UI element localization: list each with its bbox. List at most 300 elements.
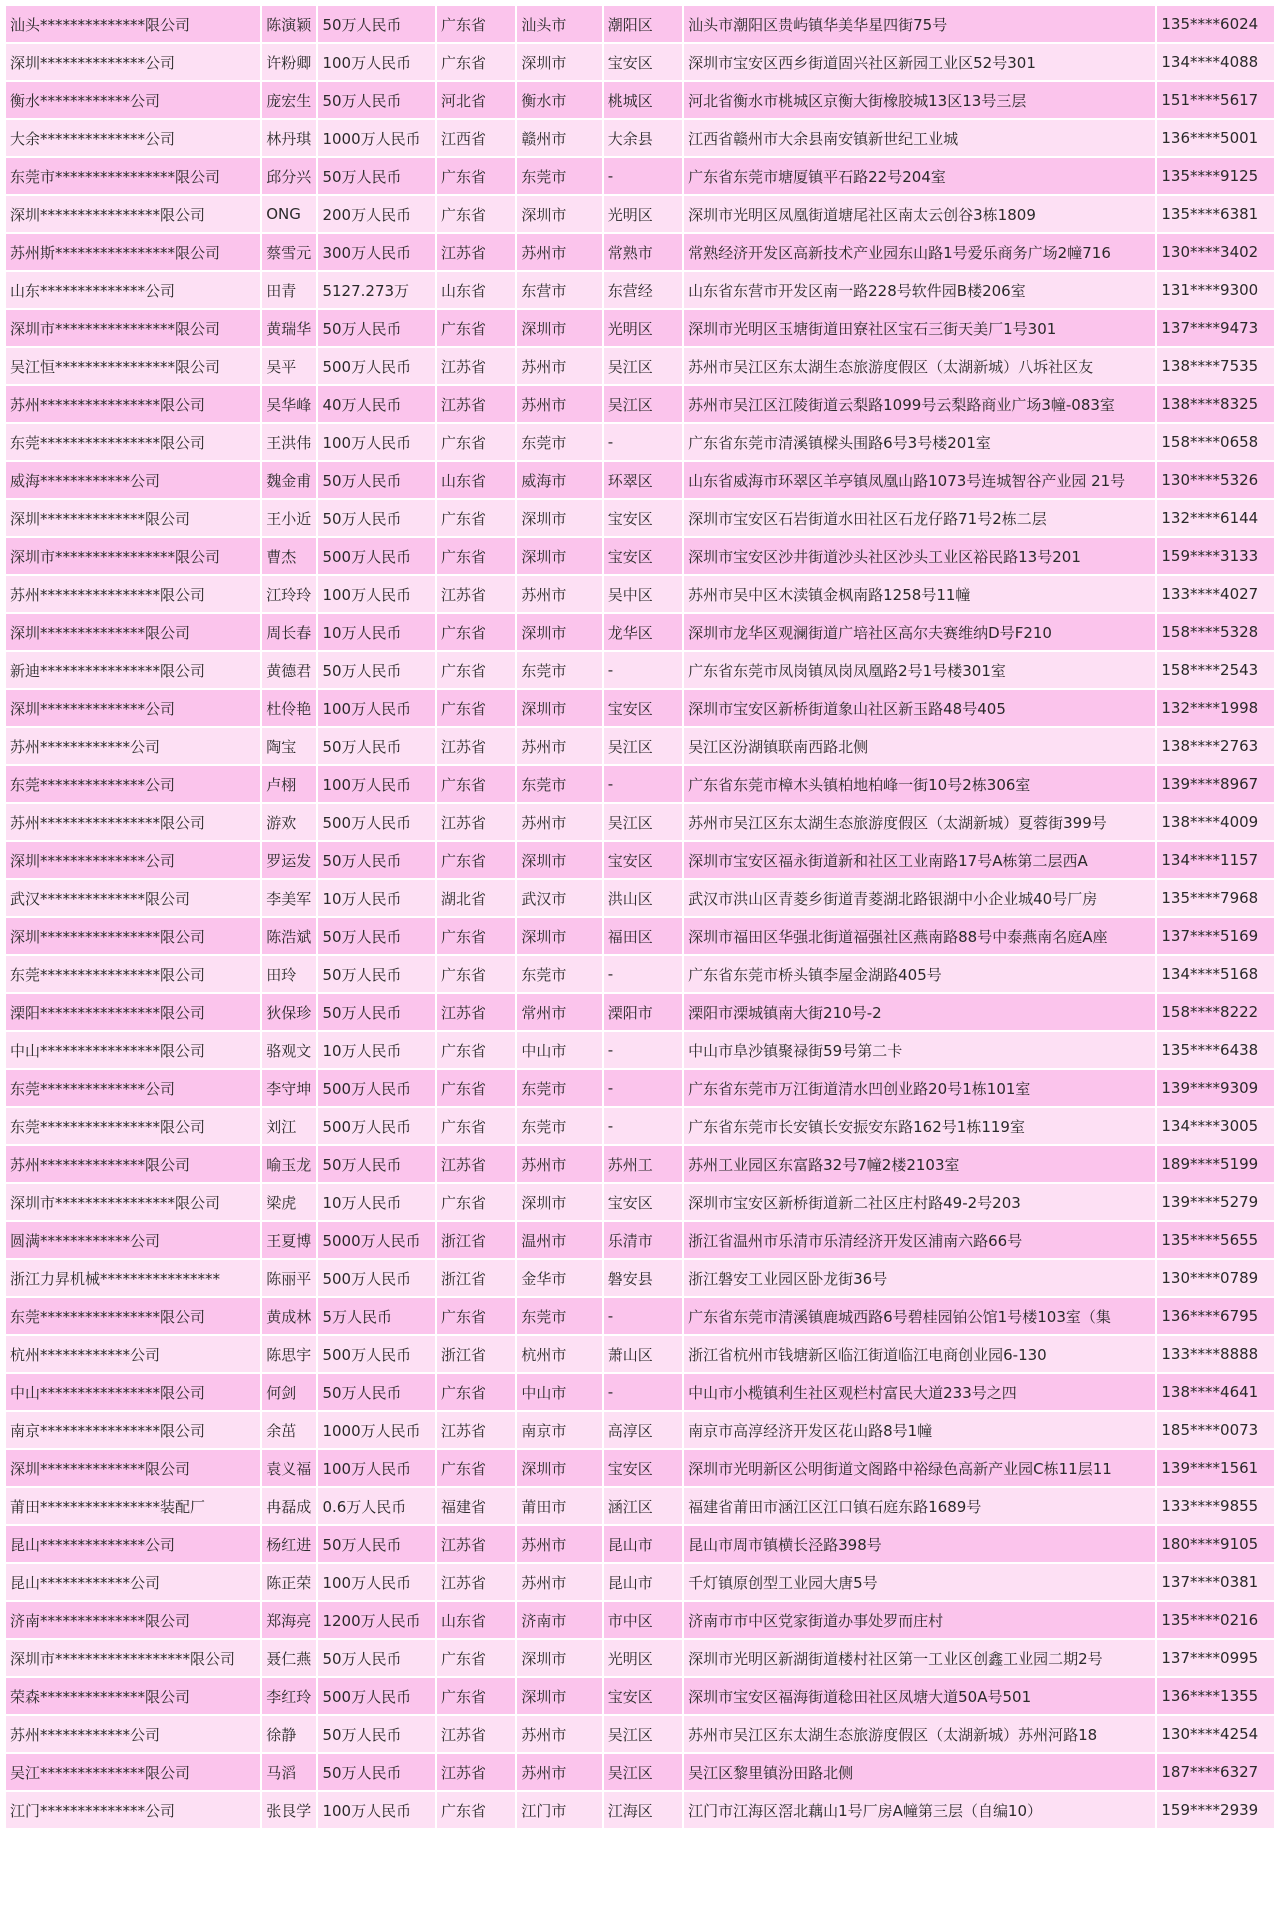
registered-capital-cell: 1000万人民币 bbox=[318, 1412, 435, 1448]
company-name-cell: 苏州****************限公司 bbox=[6, 804, 260, 840]
city-cell: 东莞市 bbox=[517, 766, 601, 802]
phone-cell: 136****5001 bbox=[1157, 120, 1274, 156]
province-cell: 广东省 bbox=[437, 6, 515, 42]
phone-cell: 139****9309 bbox=[1157, 1070, 1274, 1106]
address-cell: 河北省衡水市桃城区京衡大街橡胶城13区13号三层 bbox=[684, 82, 1155, 118]
phone-cell: 159****3133 bbox=[1157, 538, 1274, 574]
company-name-cell: 深圳市****************限公司 bbox=[6, 310, 260, 346]
company-name-cell: 吴江恒****************限公司 bbox=[6, 348, 260, 384]
address-cell: 南京市高淳经济开发区花山路8号1幢 bbox=[684, 1412, 1155, 1448]
registered-capital-cell: 0.6万人民币 bbox=[318, 1488, 435, 1524]
province-cell: 广东省 bbox=[437, 1070, 515, 1106]
table-row bbox=[6, 1146, 1274, 1182]
province-cell: 浙江省 bbox=[437, 1222, 515, 1258]
phone-cell: 151****5617 bbox=[1157, 82, 1274, 118]
city-cell: 深圳市 bbox=[517, 500, 601, 536]
registered-capital-cell: 500万人民币 bbox=[318, 1070, 435, 1106]
district-cell: 昆山市 bbox=[604, 1526, 682, 1562]
table-row bbox=[6, 1108, 1274, 1144]
district-cell: 吴江区 bbox=[604, 1754, 682, 1790]
company-name-cell: 深圳**************公司 bbox=[6, 690, 260, 726]
table-row bbox=[6, 1032, 1274, 1068]
province-cell: 广东省 bbox=[437, 158, 515, 194]
contact-name-cell: 何剑 bbox=[262, 1374, 316, 1410]
phone-cell: 137****0381 bbox=[1157, 1564, 1274, 1600]
district-cell: - bbox=[604, 424, 682, 460]
district-cell: 吴江区 bbox=[604, 386, 682, 422]
company-name-cell: 深圳**************公司 bbox=[6, 842, 260, 878]
city-cell: 济南市 bbox=[517, 1602, 601, 1638]
registered-capital-cell: 50万人民币 bbox=[318, 1374, 435, 1410]
district-cell: - bbox=[604, 1032, 682, 1068]
district-cell: 吴江区 bbox=[604, 728, 682, 764]
phone-cell: 130****0789 bbox=[1157, 1260, 1274, 1296]
company-name-cell: 大余**************公司 bbox=[6, 120, 260, 156]
registered-capital-cell: 50万人民币 bbox=[318, 1640, 435, 1676]
table-row bbox=[6, 1374, 1274, 1410]
registered-capital-cell: 100万人民币 bbox=[318, 766, 435, 802]
district-cell: 光明区 bbox=[604, 196, 682, 232]
address-cell: 广东省东莞市长安镇长安振安东路162号1栋119室 bbox=[684, 1108, 1155, 1144]
phone-cell: 137****0995 bbox=[1157, 1640, 1274, 1676]
district-cell: 涵江区 bbox=[604, 1488, 682, 1524]
address-cell: 广东省东莞市凤岗镇凤岗凤凰路2号1号楼301室 bbox=[684, 652, 1155, 688]
company-name-cell: 深圳****************限公司 bbox=[6, 918, 260, 954]
registered-capital-cell: 100万人民币 bbox=[318, 424, 435, 460]
phone-cell: 133****8888 bbox=[1157, 1336, 1274, 1372]
contact-name-cell: 郑海亮 bbox=[262, 1602, 316, 1638]
district-cell: 吴江区 bbox=[604, 804, 682, 840]
district-cell: 龙华区 bbox=[604, 614, 682, 650]
province-cell: 广东省 bbox=[437, 1374, 515, 1410]
company-name-cell: 中山****************限公司 bbox=[6, 1374, 260, 1410]
company-name-cell: 深圳市******************限公司 bbox=[6, 1640, 260, 1676]
contact-name-cell: 田玲 bbox=[262, 956, 316, 992]
province-cell: 广东省 bbox=[437, 44, 515, 80]
table-row bbox=[6, 1754, 1274, 1790]
address-cell: 深圳市光明新区公明街道文阁路中裕绿色高新产业园C栋11层11 bbox=[684, 1450, 1155, 1486]
district-cell: 宝安区 bbox=[604, 538, 682, 574]
address-cell: 深圳市宝安区西乡街道固兴社区新园工业区52号301 bbox=[684, 44, 1155, 80]
city-cell: 东莞市 bbox=[517, 158, 601, 194]
province-cell: 江苏省 bbox=[437, 348, 515, 384]
district-cell: 乐清市 bbox=[604, 1222, 682, 1258]
address-cell: 福建省莆田市涵江区江口镇石庭东路1689号 bbox=[684, 1488, 1155, 1524]
phone-cell: 138****4641 bbox=[1157, 1374, 1274, 1410]
province-cell: 浙江省 bbox=[437, 1336, 515, 1372]
province-cell: 山东省 bbox=[437, 1602, 515, 1638]
registered-capital-cell: 50万人民币 bbox=[318, 918, 435, 954]
phone-cell: 132****6144 bbox=[1157, 500, 1274, 536]
registered-capital-cell: 50万人民币 bbox=[318, 994, 435, 1030]
city-cell: 苏州市 bbox=[517, 234, 601, 270]
city-cell: 深圳市 bbox=[517, 44, 601, 80]
province-cell: 江西省 bbox=[437, 120, 515, 156]
company-name-cell: 深圳**************公司 bbox=[6, 44, 260, 80]
contact-name-cell: 游欢 bbox=[262, 804, 316, 840]
table-row bbox=[6, 538, 1274, 574]
address-cell: 山东省威海市环翠区羊亭镇凤凰山路1073号连城智谷产业园 21号 bbox=[684, 462, 1155, 498]
company-name-cell: 圆满************公司 bbox=[6, 1222, 260, 1258]
table-row bbox=[6, 120, 1274, 156]
table-row bbox=[6, 1260, 1274, 1296]
city-cell: 苏州市 bbox=[517, 348, 601, 384]
city-cell: 温州市 bbox=[517, 1222, 601, 1258]
district-cell: 江海区 bbox=[604, 1792, 682, 1828]
address-cell: 深圳市宝安区新桥街道新二社区庄村路49-2号203 bbox=[684, 1184, 1155, 1220]
company-name-cell: 汕头**************限公司 bbox=[6, 6, 260, 42]
city-cell: 东莞市 bbox=[517, 1108, 601, 1144]
company-name-cell: 苏州****************限公司 bbox=[6, 576, 260, 612]
district-cell: 萧山区 bbox=[604, 1336, 682, 1372]
registered-capital-cell: 50万人民币 bbox=[318, 158, 435, 194]
province-cell: 江苏省 bbox=[437, 386, 515, 422]
district-cell: 吴江区 bbox=[604, 348, 682, 384]
company-name-cell: 东莞****************限公司 bbox=[6, 424, 260, 460]
contact-name-cell: 杨红进 bbox=[262, 1526, 316, 1562]
district-cell: 常熟市 bbox=[604, 234, 682, 270]
company-name-cell: 苏州斯****************限公司 bbox=[6, 234, 260, 270]
city-cell: 威海市 bbox=[517, 462, 601, 498]
address-cell: 汕头市潮阳区贵屿镇华美华星四街75号 bbox=[684, 6, 1155, 42]
table-row bbox=[6, 842, 1274, 878]
district-cell: - bbox=[604, 158, 682, 194]
table-row bbox=[6, 652, 1274, 688]
table-row bbox=[6, 1716, 1274, 1752]
registered-capital-cell: 50万人民币 bbox=[318, 1146, 435, 1182]
address-cell: 深圳市宝安区福永街道新和社区工业南路17号A栋第二层西A bbox=[684, 842, 1155, 878]
district-cell: 宝安区 bbox=[604, 842, 682, 878]
province-cell: 江苏省 bbox=[437, 1564, 515, 1600]
phone-cell: 137****9473 bbox=[1157, 310, 1274, 346]
phone-cell: 139****5279 bbox=[1157, 1184, 1274, 1220]
registered-capital-cell: 50万人民币 bbox=[318, 310, 435, 346]
address-cell: 苏州工业园区东富路32号7幢2楼2103室 bbox=[684, 1146, 1155, 1182]
city-cell: 苏州市 bbox=[517, 804, 601, 840]
table-row bbox=[6, 804, 1274, 840]
province-cell: 江苏省 bbox=[437, 234, 515, 270]
registered-capital-cell: 500万人民币 bbox=[318, 1108, 435, 1144]
phone-cell: 133****4027 bbox=[1157, 576, 1274, 612]
district-cell: 吴江区 bbox=[604, 1716, 682, 1752]
city-cell: 东莞市 bbox=[517, 1070, 601, 1106]
phone-cell: 130****3402 bbox=[1157, 234, 1274, 270]
table-row bbox=[6, 1564, 1274, 1600]
district-cell: 福田区 bbox=[604, 918, 682, 954]
address-cell: 溧阳市溧城镇南大街210号-2 bbox=[684, 994, 1155, 1030]
table-row bbox=[6, 766, 1274, 802]
phone-cell: 131****9300 bbox=[1157, 272, 1274, 308]
registered-capital-cell: 5127.273万 bbox=[318, 272, 435, 308]
district-cell: 磐安县 bbox=[604, 1260, 682, 1296]
district-cell: - bbox=[604, 956, 682, 992]
city-cell: 中山市 bbox=[517, 1374, 601, 1410]
district-cell: 大余县 bbox=[604, 120, 682, 156]
registered-capital-cell: 50万人民币 bbox=[318, 1716, 435, 1752]
district-cell: 苏州工 bbox=[604, 1146, 682, 1182]
table-row bbox=[6, 424, 1274, 460]
company-name-cell: 苏州************公司 bbox=[6, 1716, 260, 1752]
address-cell: 深圳市宝安区石岩街道水田社区石龙仔路71号2栋二层 bbox=[684, 500, 1155, 536]
province-cell: 广东省 bbox=[437, 918, 515, 954]
registered-capital-cell: 100万人民币 bbox=[318, 576, 435, 612]
phone-cell: 130****4254 bbox=[1157, 1716, 1274, 1752]
city-cell: 深圳市 bbox=[517, 538, 601, 574]
province-cell: 广东省 bbox=[437, 1450, 515, 1486]
address-cell: 江门市江海区滘北藕山1号厂房A幢第三层（自编10） bbox=[684, 1792, 1155, 1828]
phone-cell: 159****2939 bbox=[1157, 1792, 1274, 1828]
address-cell: 广东省东莞市塘厦镇平石路22号204室 bbox=[684, 158, 1155, 194]
province-cell: 湖北省 bbox=[437, 880, 515, 916]
company-table bbox=[4, 4, 1276, 1830]
city-cell: 深圳市 bbox=[517, 310, 601, 346]
province-cell: 河北省 bbox=[437, 82, 515, 118]
phone-cell: 138****8325 bbox=[1157, 386, 1274, 422]
city-cell: 杭州市 bbox=[517, 1336, 601, 1372]
contact-name-cell: 吴华峰 bbox=[262, 386, 316, 422]
contact-name-cell: 陶宝 bbox=[262, 728, 316, 764]
phone-cell: 139****1561 bbox=[1157, 1450, 1274, 1486]
company-name-cell: 东莞****************限公司 bbox=[6, 1298, 260, 1334]
registered-capital-cell: 100万人民币 bbox=[318, 1450, 435, 1486]
contact-name-cell: 陈正荣 bbox=[262, 1564, 316, 1600]
registered-capital-cell: 500万人民币 bbox=[318, 538, 435, 574]
registered-capital-cell: 1000万人民币 bbox=[318, 120, 435, 156]
district-cell: 高淳区 bbox=[604, 1412, 682, 1448]
phone-cell: 130****5326 bbox=[1157, 462, 1274, 498]
province-cell: 福建省 bbox=[437, 1488, 515, 1524]
address-cell: 苏州市吴江区东太湖生态旅游度假区（太湖新城）八坼社区友 bbox=[684, 348, 1155, 384]
company-name-cell: 深圳****************限公司 bbox=[6, 196, 260, 232]
district-cell: 潮阳区 bbox=[604, 6, 682, 42]
district-cell: - bbox=[604, 1070, 682, 1106]
city-cell: 东莞市 bbox=[517, 956, 601, 992]
district-cell: 环翠区 bbox=[604, 462, 682, 498]
city-cell: 深圳市 bbox=[517, 614, 601, 650]
company-name-cell: 东莞****************限公司 bbox=[6, 1108, 260, 1144]
address-cell: 浙江磐安工业园区卧龙街36号 bbox=[684, 1260, 1155, 1296]
contact-name-cell: 曹杰 bbox=[262, 538, 316, 574]
table-row bbox=[6, 690, 1274, 726]
contact-name-cell: 王洪伟 bbox=[262, 424, 316, 460]
company-name-cell: 新迪****************限公司 bbox=[6, 652, 260, 688]
city-cell: 东营市 bbox=[517, 272, 601, 308]
table-row bbox=[6, 614, 1274, 650]
address-cell: 广东省东莞市万江街道清水凹创业路20号1栋101室 bbox=[684, 1070, 1155, 1106]
company-name-cell: 苏州****************限公司 bbox=[6, 386, 260, 422]
phone-cell: 158****5328 bbox=[1157, 614, 1274, 650]
contact-name-cell: 梁虎 bbox=[262, 1184, 316, 1220]
company-name-cell: 东莞**************公司 bbox=[6, 1070, 260, 1106]
contact-name-cell: 江玲玲 bbox=[262, 576, 316, 612]
contact-name-cell: 王小近 bbox=[262, 500, 316, 536]
company-records-sheet bbox=[4, 4, 1276, 1830]
phone-cell: 133****9855 bbox=[1157, 1488, 1274, 1524]
registered-capital-cell: 1200万人民币 bbox=[318, 1602, 435, 1638]
table-row bbox=[6, 158, 1274, 194]
province-cell: 江苏省 bbox=[437, 1146, 515, 1182]
table-row bbox=[6, 1184, 1274, 1220]
address-cell: 中山市阜沙镇聚禄街59号第二卡 bbox=[684, 1032, 1155, 1068]
phone-cell: 135****6381 bbox=[1157, 196, 1274, 232]
province-cell: 广东省 bbox=[437, 766, 515, 802]
district-cell: - bbox=[604, 766, 682, 802]
city-cell: 深圳市 bbox=[517, 1678, 601, 1714]
contact-name-cell: 陈思宇 bbox=[262, 1336, 316, 1372]
province-cell: 山东省 bbox=[437, 462, 515, 498]
address-cell: 苏州市吴江区东太湖生态旅游度假区（太湖新城）苏州河路18 bbox=[684, 1716, 1155, 1752]
address-cell: 常熟经济开发区高新技术产业园东山路1号爱乐商务广场2幢716 bbox=[684, 234, 1155, 270]
registered-capital-cell: 50万人民币 bbox=[318, 500, 435, 536]
registered-capital-cell: 10万人民币 bbox=[318, 880, 435, 916]
table-row bbox=[6, 1526, 1274, 1562]
address-cell: 苏州市吴中区木渎镇金枫南路1258号11幢 bbox=[684, 576, 1155, 612]
district-cell: 昆山市 bbox=[604, 1564, 682, 1600]
company-name-cell: 荣森**************限公司 bbox=[6, 1678, 260, 1714]
phone-cell: 134****1157 bbox=[1157, 842, 1274, 878]
address-cell: 深圳市宝安区沙井街道沙头社区沙头工业区裕民路13号201 bbox=[684, 538, 1155, 574]
contact-name-cell: 许粉卿 bbox=[262, 44, 316, 80]
city-cell: 南京市 bbox=[517, 1412, 601, 1448]
address-cell: 吴江区黎里镇汾田路北侧 bbox=[684, 1754, 1155, 1790]
company-table-body bbox=[6, 6, 1274, 1828]
table-row bbox=[6, 1602, 1274, 1638]
contact-name-cell: 黄德君 bbox=[262, 652, 316, 688]
district-cell: 东营经 bbox=[604, 272, 682, 308]
district-cell: - bbox=[604, 652, 682, 688]
province-cell: 广东省 bbox=[437, 424, 515, 460]
city-cell: 苏州市 bbox=[517, 386, 601, 422]
contact-name-cell: 蔡雪元 bbox=[262, 234, 316, 270]
address-cell: 深圳市宝安区新桥街道象山社区新玉路48号405 bbox=[684, 690, 1155, 726]
registered-capital-cell: 300万人民币 bbox=[318, 234, 435, 270]
table-row bbox=[6, 44, 1274, 80]
phone-cell: 135****7968 bbox=[1157, 880, 1274, 916]
registered-capital-cell: 50万人民币 bbox=[318, 842, 435, 878]
city-cell: 武汉市 bbox=[517, 880, 601, 916]
province-cell: 江苏省 bbox=[437, 1754, 515, 1790]
contact-name-cell: 徐静 bbox=[262, 1716, 316, 1752]
province-cell: 广东省 bbox=[437, 310, 515, 346]
phone-cell: 158****2543 bbox=[1157, 652, 1274, 688]
registered-capital-cell: 40万人民币 bbox=[318, 386, 435, 422]
company-name-cell: 南京****************限公司 bbox=[6, 1412, 260, 1448]
registered-capital-cell: 10万人民币 bbox=[318, 1184, 435, 1220]
registered-capital-cell: 50万人民币 bbox=[318, 1526, 435, 1562]
address-cell: 济南市市中区党家街道办事处罗而庄村 bbox=[684, 1602, 1155, 1638]
registered-capital-cell: 500万人民币 bbox=[318, 1260, 435, 1296]
registered-capital-cell: 5万人民币 bbox=[318, 1298, 435, 1334]
province-cell: 广东省 bbox=[437, 1792, 515, 1828]
table-row bbox=[6, 1678, 1274, 1714]
company-name-cell: 苏州**************限公司 bbox=[6, 1146, 260, 1182]
phone-cell: 189****5199 bbox=[1157, 1146, 1274, 1182]
table-row bbox=[6, 6, 1274, 42]
contact-name-cell: 骆观文 bbox=[262, 1032, 316, 1068]
district-cell: 溧阳市 bbox=[604, 994, 682, 1030]
phone-cell: 180****9105 bbox=[1157, 1526, 1274, 1562]
table-row bbox=[6, 386, 1274, 422]
district-cell: 宝安区 bbox=[604, 1450, 682, 1486]
city-cell: 金华市 bbox=[517, 1260, 601, 1296]
city-cell: 赣州市 bbox=[517, 120, 601, 156]
phone-cell: 185****0073 bbox=[1157, 1412, 1274, 1448]
contact-name-cell: 李美军 bbox=[262, 880, 316, 916]
district-cell: 光明区 bbox=[604, 310, 682, 346]
city-cell: 苏州市 bbox=[517, 576, 601, 612]
city-cell: 苏州市 bbox=[517, 1146, 601, 1182]
province-cell: 广东省 bbox=[437, 1108, 515, 1144]
table-row bbox=[6, 1222, 1274, 1258]
district-cell: - bbox=[604, 1374, 682, 1410]
phone-cell: 135****0216 bbox=[1157, 1602, 1274, 1638]
address-cell: 山东省东营市开发区南一路228号软件园B楼206室 bbox=[684, 272, 1155, 308]
address-cell: 深圳市福田区华强北街道福强社区燕南路88号中泰燕南名庭A座 bbox=[684, 918, 1155, 954]
registered-capital-cell: 100万人民币 bbox=[318, 1564, 435, 1600]
city-cell: 东莞市 bbox=[517, 1298, 601, 1334]
contact-name-cell: 吴平 bbox=[262, 348, 316, 384]
contact-name-cell: 庞宏生 bbox=[262, 82, 316, 118]
table-row bbox=[6, 348, 1274, 384]
registered-capital-cell: 50万人民币 bbox=[318, 462, 435, 498]
table-row bbox=[6, 196, 1274, 232]
contact-name-cell: 杜伶艳 bbox=[262, 690, 316, 726]
contact-name-cell: 林丹琪 bbox=[262, 120, 316, 156]
phone-cell: 136****1355 bbox=[1157, 1678, 1274, 1714]
table-row bbox=[6, 994, 1274, 1030]
address-cell: 深圳市光明区玉塘街道田寮社区宝石三街天美厂1号301 bbox=[684, 310, 1155, 346]
province-cell: 广东省 bbox=[437, 956, 515, 992]
company-name-cell: 昆山**************公司 bbox=[6, 1526, 260, 1562]
city-cell: 莆田市 bbox=[517, 1488, 601, 1524]
district-cell: 光明区 bbox=[604, 1640, 682, 1676]
address-cell: 深圳市龙华区观澜街道广培社区高尔夫赛维纳D号F210 bbox=[684, 614, 1155, 650]
registered-capital-cell: 50万人民币 bbox=[318, 652, 435, 688]
city-cell: 江门市 bbox=[517, 1792, 601, 1828]
phone-cell: 134****3005 bbox=[1157, 1108, 1274, 1144]
province-cell: 广东省 bbox=[437, 500, 515, 536]
province-cell: 江苏省 bbox=[437, 804, 515, 840]
phone-cell: 138****7535 bbox=[1157, 348, 1274, 384]
province-cell: 山东省 bbox=[437, 272, 515, 308]
phone-cell: 134****5168 bbox=[1157, 956, 1274, 992]
phone-cell: 187****6327 bbox=[1157, 1754, 1274, 1790]
table-row bbox=[6, 1412, 1274, 1448]
contact-name-cell: 狄保珍 bbox=[262, 994, 316, 1030]
registered-capital-cell: 200万人民币 bbox=[318, 196, 435, 232]
city-cell: 深圳市 bbox=[517, 690, 601, 726]
city-cell: 深圳市 bbox=[517, 1184, 601, 1220]
address-cell: 苏州市吴江区东太湖生态旅游度假区（太湖新城）夏蓉街399号 bbox=[684, 804, 1155, 840]
registered-capital-cell: 50万人民币 bbox=[318, 728, 435, 764]
contact-name-cell: 袁义福 bbox=[262, 1450, 316, 1486]
city-cell: 东莞市 bbox=[517, 652, 601, 688]
province-cell: 广东省 bbox=[437, 1184, 515, 1220]
company-name-cell: 东莞市****************限公司 bbox=[6, 158, 260, 194]
table-row bbox=[6, 500, 1274, 536]
company-name-cell: 吴江**************限公司 bbox=[6, 1754, 260, 1790]
district-cell: 市中区 bbox=[604, 1602, 682, 1638]
city-cell: 深圳市 bbox=[517, 842, 601, 878]
province-cell: 江苏省 bbox=[437, 1716, 515, 1752]
province-cell: 广东省 bbox=[437, 1298, 515, 1334]
province-cell: 广东省 bbox=[437, 690, 515, 726]
registered-capital-cell: 100万人民币 bbox=[318, 1792, 435, 1828]
company-name-cell: 中山****************限公司 bbox=[6, 1032, 260, 1068]
company-name-cell: 深圳**************限公司 bbox=[6, 1450, 260, 1486]
company-name-cell: 苏州************公司 bbox=[6, 728, 260, 764]
table-row bbox=[6, 728, 1274, 764]
